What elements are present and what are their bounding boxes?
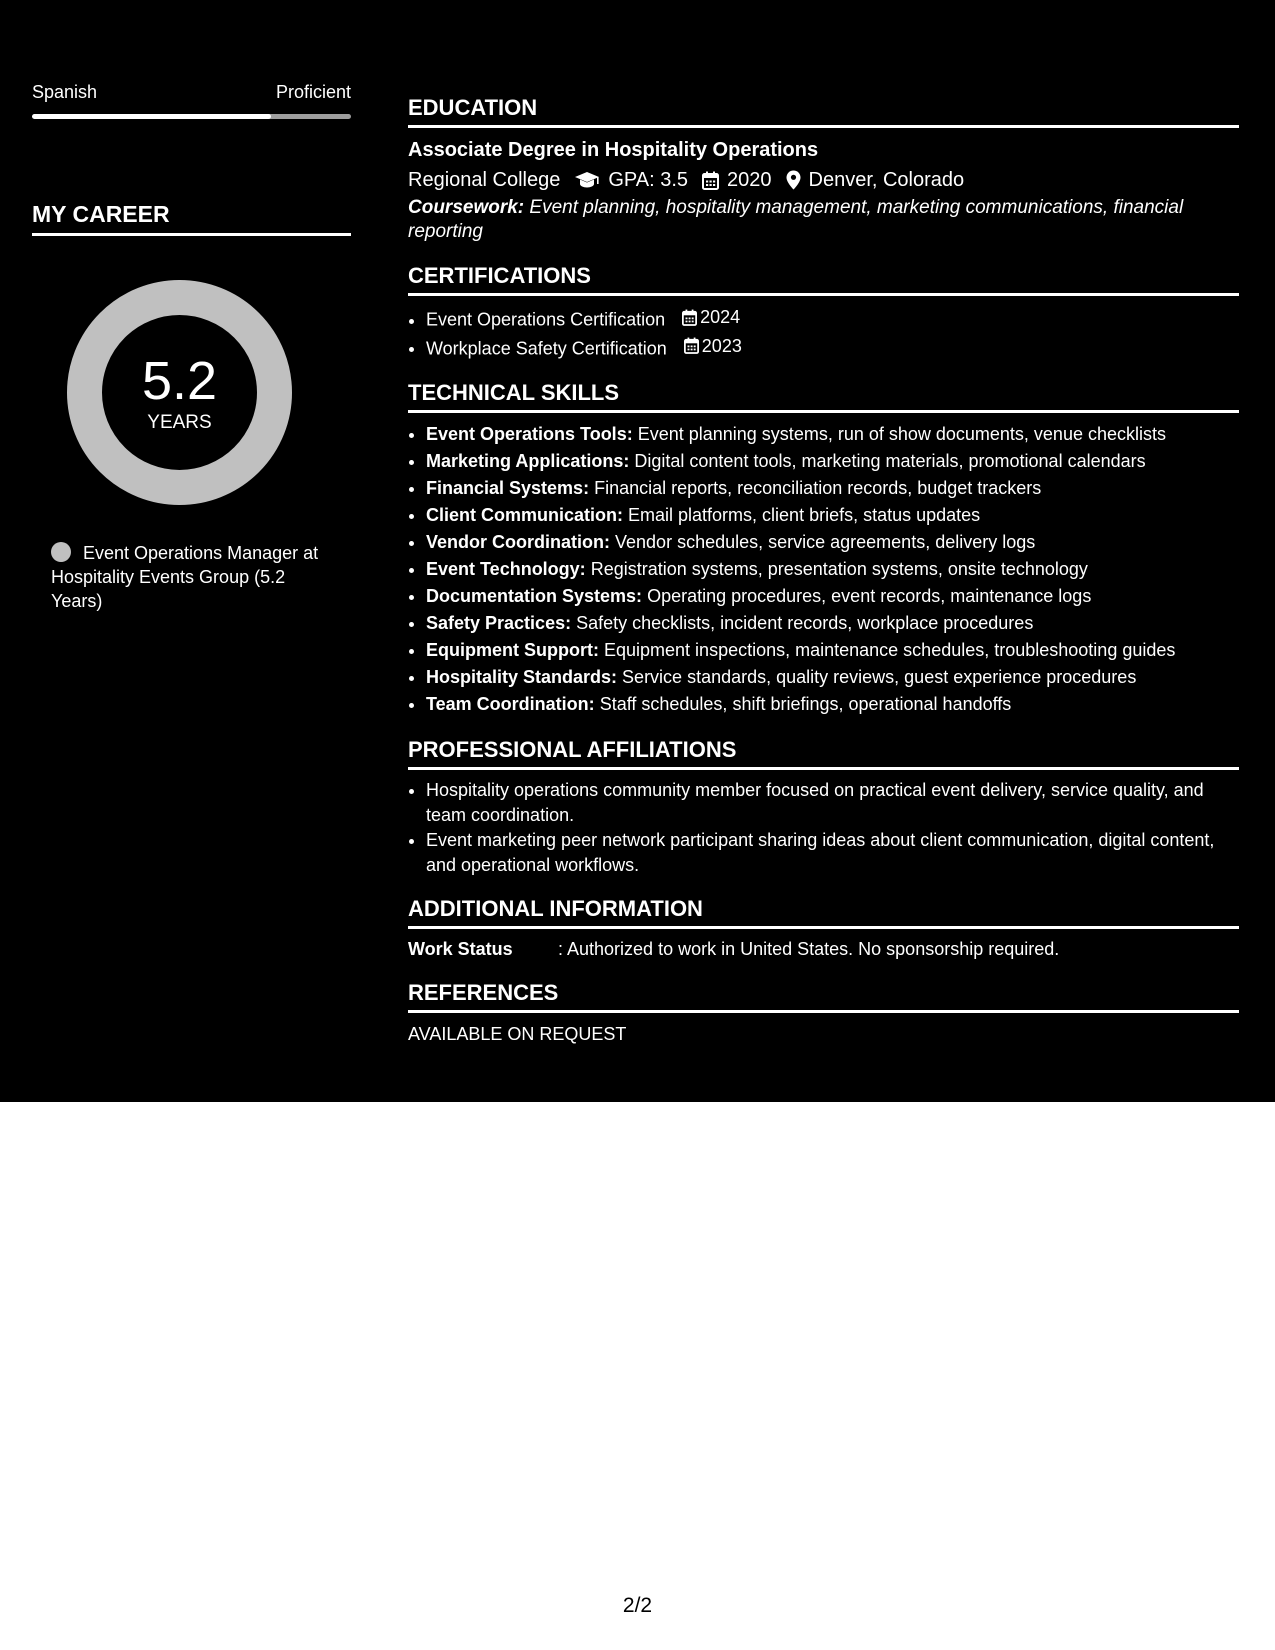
- career-total-value: 5.2: [141, 350, 218, 411]
- list-item: [426, 691, 1239, 718]
- education-section-title: EDUCATION: [408, 94, 1239, 128]
- certifications-section-title: CERTIFICATIONS: [408, 262, 1239, 296]
- skill-value: Safety checklists, incident records, workplace procedures: [576, 613, 1034, 633]
- skill-value: Operating procedures, event records, maintenance logs: [647, 586, 1092, 606]
- education-year: 2020: [727, 169, 772, 191]
- list-item: [426, 556, 1239, 583]
- list-item: [426, 475, 1239, 502]
- language-level-bar-fill: [32, 114, 271, 119]
- graduation-cap-icon: [574, 171, 600, 189]
- career-legend-label: Event Operations Manager at Hospitality Events Group (5.2 Years): [51, 543, 319, 611]
- list-item: [426, 448, 1239, 475]
- skill-value: Digital content tools, marketing materials, promotional calendars: [634, 451, 1146, 471]
- language-level-bar: [32, 114, 351, 119]
- affiliations-list: [408, 778, 1239, 877]
- legend-dot-icon: [51, 542, 71, 562]
- skill-label: Vendor Coordination:: [426, 532, 610, 552]
- additional-info-row: [408, 937, 1239, 961]
- skill-label: Marketing Applications:: [426, 451, 630, 471]
- coursework-label: Coursework:: [408, 197, 525, 218]
- additional-info-key: Work Status: [408, 939, 513, 959]
- technical-skills-section-title: TECHNICAL SKILLS: [408, 379, 1239, 413]
- page-number: 2/2: [622, 1594, 653, 1617]
- skill-label: Event Technology:: [426, 559, 586, 579]
- calendar-icon: [682, 309, 697, 326]
- career-total-unit: YEARS: [147, 411, 212, 433]
- skill-label: Client Communication:: [426, 505, 623, 525]
- list-item: [426, 502, 1239, 529]
- technical-skills-section: [408, 379, 1239, 718]
- left-column: [32, 80, 351, 613]
- list-item: [426, 421, 1239, 448]
- additional-info-section-title: ADDITIONAL INFORMATION: [408, 895, 1239, 929]
- language-level: Proficient: [275, 82, 351, 102]
- affiliations-section: [408, 736, 1239, 877]
- list-item: [426, 610, 1239, 637]
- education-coursework: [408, 196, 1239, 244]
- list-item: • Hospitality operations community member focused on practical event delivery, service quality, and team coordination.: [426, 778, 1239, 827]
- additional-info-value: : Authorized to work in United States. No sponsorship required.: [558, 939, 1060, 959]
- list-item: • Event marketing peer network participant sharing ideas about client communication, digital content, and operational workflows.: [426, 828, 1239, 877]
- skill-value: Equipment inspections, maintenance schedules, troubleshooting guides: [604, 640, 1176, 660]
- skill-label: Team Coordination:: [426, 694, 595, 714]
- list-item: [426, 637, 1239, 664]
- right-column: [408, 94, 1239, 1064]
- skill-value: Registration systems, presentation systems, onsite technology: [590, 559, 1088, 579]
- certifications-list: [408, 304, 1239, 361]
- list-item: [426, 583, 1239, 610]
- list-item: • Workplace Safety Certification 2023: [426, 333, 1239, 362]
- references-section-title: REFERENCES: [408, 979, 1239, 1013]
- references-text: AVAILABLE ON REQUEST: [408, 1024, 627, 1044]
- skill-label: Safety Practices:: [426, 613, 572, 633]
- skill-label: Documentation Systems:: [426, 586, 643, 606]
- skill-label: Financial Systems:: [426, 478, 590, 498]
- education-school: Regional College: [408, 169, 561, 191]
- calendar-icon: [684, 337, 699, 354]
- skill-label: Equipment Support:: [426, 640, 599, 660]
- skill-value: Staff schedules, shift briefings, operational handoffs: [599, 694, 1012, 714]
- references-section: [408, 979, 1239, 1046]
- list-item: • Event Operations Certification 2024: [426, 304, 1239, 333]
- affiliations-section-title: PROFESSIONAL AFFILIATIONS: [408, 736, 1239, 770]
- career-donut-chart: [67, 280, 292, 505]
- education-section: [408, 94, 1239, 244]
- skill-label: Event Operations Tools:: [426, 424, 633, 444]
- skill-value: Service standards, quality reviews, guest experience procedures: [622, 667, 1137, 687]
- additional-info-section: [408, 895, 1239, 961]
- skill-value: Event planning systems, run of show documents, venue checklists: [637, 424, 1166, 444]
- certifications-section: [408, 262, 1239, 361]
- technical-skills-list: [408, 421, 1239, 718]
- location-pin-icon: [786, 170, 801, 190]
- list-item: [426, 664, 1239, 691]
- education-degree: Associate Degree in Hospitality Operations: [408, 139, 819, 161]
- skill-value: Email platforms, client briefs, status updates: [628, 505, 981, 525]
- calendar-icon: [702, 171, 719, 190]
- career-section-title: MY CAREER: [32, 199, 351, 236]
- education-location: Denver, Colorado: [808, 169, 965, 191]
- skill-value: Vendor schedules, service agreements, delivery logs: [615, 532, 1036, 552]
- skill-label: Hospitality Standards:: [426, 667, 618, 687]
- education-meta: [408, 166, 1239, 194]
- language-name: Spanish: [32, 82, 98, 102]
- language-item: [32, 80, 351, 119]
- career-legend-item: [51, 541, 341, 613]
- certification-year: 2024: [700, 307, 741, 327]
- coursework-text: Event planning, hospitality management, marketing communications, financial reporting: [408, 197, 1184, 242]
- list-item: [426, 529, 1239, 556]
- education-gpa: GPA: 3.5: [608, 169, 688, 191]
- skill-value: Financial reports, reconciliation records, budget trackers: [594, 478, 1042, 498]
- certification-year: 2023: [701, 335, 742, 356]
